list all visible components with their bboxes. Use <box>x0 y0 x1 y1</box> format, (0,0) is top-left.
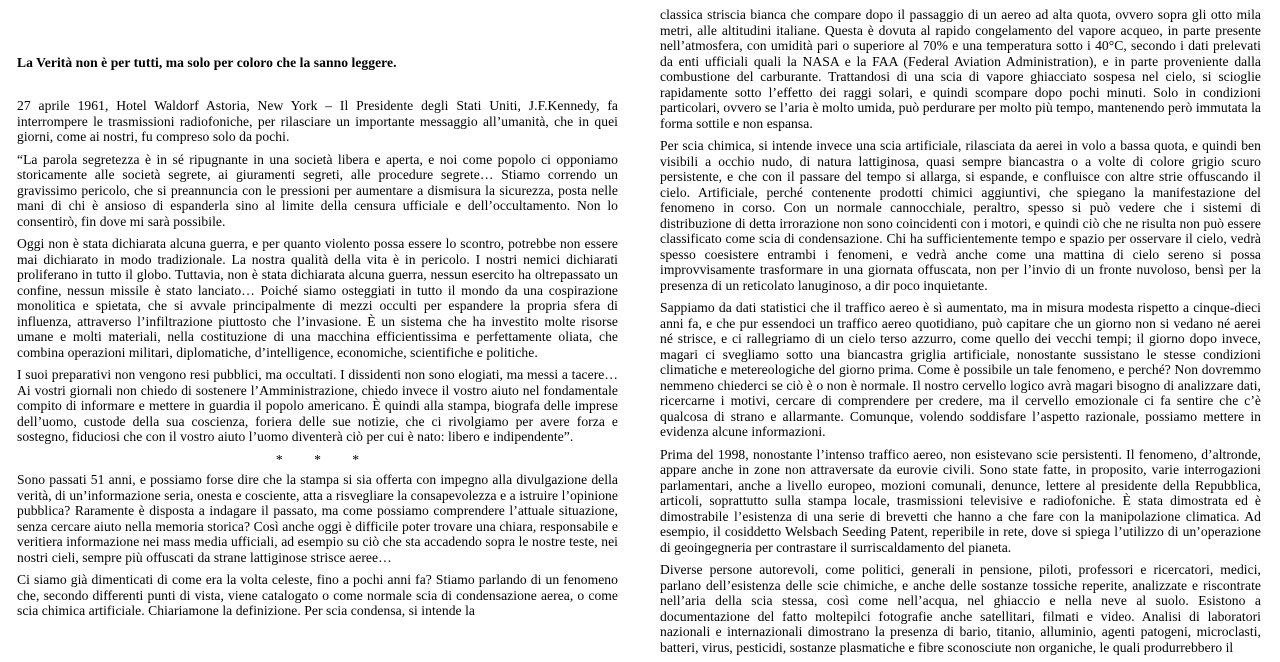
paragraph-contrail: classica striscia bianca che compare dopo il passaggio di un aereo ad alta quota, ovvero sopra gli otto mila metri, alle altitudini italiane. Questa è dovuta al rapido congelamento del vapore acqueo, in parte presente nell’atmosfera, con umidità pari o superiore al 70% e una temperatura sotto i 40°C, secondo i dati prelevati da enti ufficiali quali la NASA e la FAA (Federal Aviation Administration), e in parte proveniente dalla combustione del carburante. Trattandosi di una scia di vapore ghiacciato sospesa nel cielo, si scioglie rapidamente sotto l’effetto dei raggi solari, e quindi scompare dopo pochi minuti. Solo in condizioni particolari, ovvero se l’aria è molto umida, può perdurare per molto più tempo, mantenendo però immutata la forma sottile e non espansa. <box>660 7 1261 131</box>
paragraph-sky: Ci siamo già dimenticati di come era la volta celeste, fino a pochi anni fa? Stiamo parlando di un fenomeno che, secondo differenti punti di vista, viene catalogato o come normale scia di condensazione aerea, o come scia chimica artificiale. Chiariamone la definizione. Per scia condensa, si intende la <box>17 572 618 618</box>
paragraph-history: Prima del 1998, nonostante l’intenso traffico aereo, non esistevano scie persistenti. Il fenomeno, d’altronde, appare anche in zone non attraversate da eurovie civili. Sono state fatte, in proposito, varie interrogazioni parlamentari, anche a livello europeo, mozioni comunali, denunce, lettere al presidente della Repubblica, articoli, soprattutto sulla stampa locale, trasmissioni televisive e radiofoniche. È stata dimostrata ed è dimostrabile l’esistenza di una serie di brevetti che hanno a che fare con la manipolazione climatica. Ad esempio, il cosiddetto Welsbach Seeding Patent, reperibile in rete, dove si spiega l’utilizzo di un’operazione di geoingegneria per contrastare il surriscaldamento del pianeta. <box>660 446 1261 555</box>
paragraph-press: Sono passati 51 anni, e possiamo forse dire che la stampa si sia offerta con impegno alla divulgazione della verità, di un’informazione seria, onesta e cosciente, atta a risvegliare la consapevolezza e a istruire l’opinione pubblica? Raramente è disposta a indagare il passato, ma come possiamo comprendere l’attuale situazione, senza cercare aiuto nella memoria storica? Così anche oggi è difficile poter trovare una chiara, responsabile e veritiera informazione nei mass media ufficiali, ad esempio su ciò che sta accadendo sopra le nostre teste, nei nostri cieli, sempre più offuscati da strane lattiginose strisce aeree… <box>17 472 618 565</box>
paragraph-statistics: Sappiamo da dati statistici che il traffico aereo è sì aumentato, ma in misura modesta rispetto a cinque-dieci anni fa, e che pur essendoci un traffico aereo quotidiano, può capitare che un giorno non si vedano né aerei né strisce, e ci rallegriamo di un cielo terso azzurro, come quello dei vecchi tempi; il giorno dopo invece, magari ci svegliamo sotto una biancastra griglia artificiale, nonostante sussistano le stesse condizioni climatiche e metereologiche del giorno prima. Come è possibile un tale fenomeno, e perché? Non dovremmo nemmeno chiederci se ciò è o non è normale. Il nostro cervello logico avrà magari bisogno di analizzare dati, ricercarne i motivi, cercare di comprendere per credere, ma il cervello emozionale ci fa sentire che c’è qualcosa di strano e allarmante. Comunque, volendo soddisfare l’aspetto razionale, possiamo mettere in evidenza alcune informazioni. <box>660 300 1261 439</box>
paragraph-quote-1: “La parola segretezza è in sé ripugnante in una società libera e aperta, e noi come popolo ci opponiamo storicamente alle società segrete, ai giuramenti segreti, alle procedure segrete… Stiamo correndo un gravissimo pericolo, che si preannuncia con le pressioni per aumentare a dismisura la sicurezza, posta nelle mani di chi è ansioso di espanderla sino al limite della censura ufficiale e dell’occultamento. Non lo consentirò, fin dove mi sarà possibile. <box>17 151 618 229</box>
page-title: La Verità non è per tutti, ma solo per coloro che la sanno leggere. <box>17 55 397 70</box>
paragraph-chemtrail: Per scia chimica, si intende invece una scia artificiale, rilasciata da aerei in volo a bassa quota, e quindi ben visibili a occhio nudo, di natura lattiginosa, quasi sempre biancastra o a volte di colore grigio scuro persistente, e che con il passare del tempo si allarga, si espande, e confluisce con altre strie offuscando il cielo. Artificiale, perché contenente prodotti chimici aggiuntivi, che spiegano la manifestazione del fenomeno in corso. Con un normale cannocchiale, peraltro, spesso si può vedere che i sistemi di distribuzione di detta irrorazione non sono coincidenti con i motori, e quindi ciò che ne risulta non può essere classificato come scia di condensazione. Chi ha sufficientemente tempo e spazio per osservare il cielo, vedrà spesso coesistere entrambi i fenomeni, e vedrà anche come una mattina di cielo sereno si possa improvvisamente trasformare in una giornata offuscata, non per l’invio di un fronte nuvoloso, bensì per la presenza di un reticolato lanuginoso, a dir poco inquietante. <box>660 138 1261 293</box>
section-separator: * * * <box>275 451 374 467</box>
paragraph-evidence: Diverse persone autorevoli, come politici, generali in pensione, piloti, professori e ricercatori, medici, parlano dell’esistenza delle scie chimiche, e anche delle sostanze tossiche reperite, analizzate e riscontrate nell’aria della scia stessa, così come nell’acqua, nel ghiaccio e nella neve al suolo. Esistono a documentazione del fatto moltepilci fotografie anche satellitari, filmati e video. Analisi di laboratori nazionali e internazionali dimostrano la presenza di bario, titanio, alluminio, agenti patogeni, microclasti, batteri, virus, pesticidi, sostanze plasmatiche e fibre sconosciute non organiche, le quali produrrebbero il <box>660 562 1261 655</box>
paragraph-quote-3: I suoi preparativi non vengono resi pubblici, ma occultati. I dissidenti non sono elogiati, ma messi a tacere… Ai vostri giornali non chiedo di sostenere l’Amministrazione, chiedo invece il vostro aiuto nel fondamentale compito di informare e mettere in guardia il popolo americano. È quindi alla stampa, biografa delle imprese dell’uomo, custode della sua coscienza, foriera delle sue notizie, che ci rivolgiamo per avere forza e sostegno, fiduciosi che con il vostro aiuto l’uomo diventerà ciò per cui è nato: libero e indipendente”. <box>17 367 618 444</box>
left-body <box>17 98 618 626</box>
right-body <box>660 7 1261 662</box>
paragraph-intro: 27 aprile 1961, Hotel Waldorf Astoria, New York – Il Presidente degli Stati Uniti, J.F.Kennedy, fa interrompere le trasmissioni radiofoniche, per rilasciare un importante messaggio all’umanità, che in quei giorni, come ai nostri, fu compreso solo da pochi. <box>17 98 618 144</box>
paragraph-quote-2: Oggi non è stata dichiarata alcuna guerra, e per quanto violento possa essere lo scontro, potrebbe non essere mai dichiarato in modo tradizionale. La nostra qualità della vita è in pericolo. I nostri nemici dichiarati proliferano in tutto il globo. Tuttavia, non è stata dichiarata alcuna guerra, nessun esercito ha oltrepassato un confine, nessun missile è stato lanciato… Poiché siamo osteggiati in tutto il mondo da una cospirazione monolitica e spietata, che si avvale principalmente di mezzi occulti per espandere la propria sfera di influenza, attraverso l’infiltrazione piuttosto che l’invasione. È un sistema che ha investito molte risorse umane e molti materiali, nella costituzione di una macchina efficientissima e perfettamente oliata, che combina operazioni militari, diplomatiche, d’intelligence, economiche, scientifiche e politiche. <box>17 236 618 360</box>
